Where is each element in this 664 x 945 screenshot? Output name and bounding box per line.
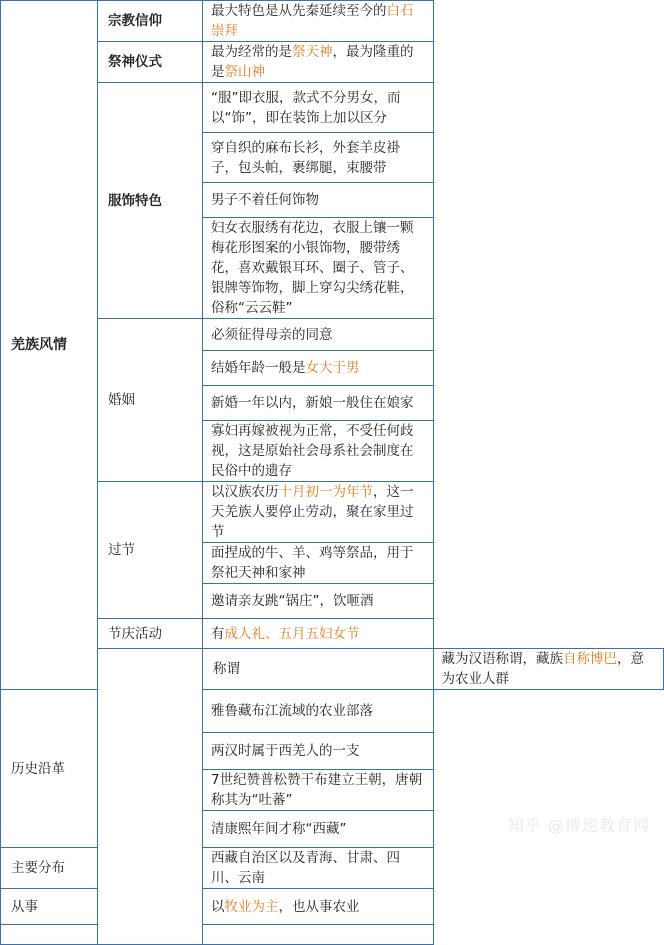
- marriage-text-2: 结婚年龄一般是女大于男: [203, 351, 434, 386]
- row-text-name: 藏为汉语称谓，藏族自称博巴，意为农业人群: [433, 649, 664, 690]
- row-text-religion: 最大特色是从先秦延续至今的白石崇拜: [203, 1, 434, 42]
- row-label-clothing: 服饰特色: [98, 83, 203, 319]
- row-label-festival: 过节: [98, 482, 203, 619]
- row-label-empty: [1, 925, 98, 945]
- marriage-text-1: 必须征得母亲的同意: [203, 319, 434, 351]
- history-text-2: 两汉时属于西羌人的一支: [203, 733, 434, 770]
- marriage-text-4: 寡妇再嫁被视为正常，不受任何歧视，这是原始社会母系社会制度在民俗中的遗存: [203, 421, 434, 482]
- row-label-celebration: 节庆活动: [98, 619, 203, 649]
- row-label-marriage: 婚姻: [98, 319, 203, 482]
- row-label-name: 称谓: [203, 649, 434, 690]
- watermark: 知乎 @博逆教育网: [507, 816, 650, 835]
- section-title-tibet: [98, 649, 203, 945]
- festival-text-2: 面捏成的牛、羊、鸡等祭品，用于祭祀天神和家神: [203, 543, 434, 584]
- row-label-history: 历史沿革: [1, 690, 98, 848]
- festival-text-3: 邀请亲友跳“锅庄”，饮咂酒: [203, 584, 434, 619]
- row-text-empty: [203, 925, 434, 945]
- clothing-text-4: 妇女衣服绣有花边，衣服上镶一颗梅花形图案的小银饰物，腰带绣花，喜欢戴银耳环、圈子、管子、银牌等饰物，脚上穿勾尖绣花鞋，俗称“云云鞋”: [203, 218, 434, 319]
- row-label-distribution: 主要分布: [1, 848, 98, 889]
- row-text-celebration: 有成人礼、五月五妇女节: [203, 619, 434, 649]
- row-text-distribution: 西藏自治区以及青海、甘肃、四川、云南: [203, 848, 434, 889]
- clothing-text-1: “服”即衣服，款式不分男女，而以“饰”，即在装饰上加以区分: [203, 83, 434, 133]
- row-label-ritual: 祭神仪式: [98, 42, 203, 83]
- section-title-qiang: 羌族风情: [1, 1, 98, 690]
- row-label-religion: 宗教信仰: [98, 1, 203, 42]
- clothing-text-3: 男子不着任何饰物: [203, 183, 434, 218]
- marriage-text-3: 新婚一年以内，新娘一般住在娘家: [203, 386, 434, 421]
- row-text-occupation: 以牧业为主，也从事农业: [203, 889, 434, 925]
- history-text-1: 雅鲁藏布江流域的农业部落: [203, 690, 434, 733]
- history-text-4: 清康熙年间才称“西藏”: [203, 811, 434, 848]
- clothing-text-2: 穿自织的麻布长衫，外套羊皮褂子，包头帕，裹绑腿，束腰带: [203, 133, 434, 183]
- row-text-ritual: 最为经常的是祭天神，最为隆重的是祭山神: [203, 42, 434, 83]
- festival-text-1: 以汉族农历十月初一为年节，这一天羌族人要停止劳动，聚在家里过节: [203, 482, 434, 543]
- row-label-occupation: 从事: [1, 889, 98, 925]
- history-text-3: 7世纪赞普松赞干布建立王朝，唐朝称其为“吐蕃”: [203, 770, 434, 811]
